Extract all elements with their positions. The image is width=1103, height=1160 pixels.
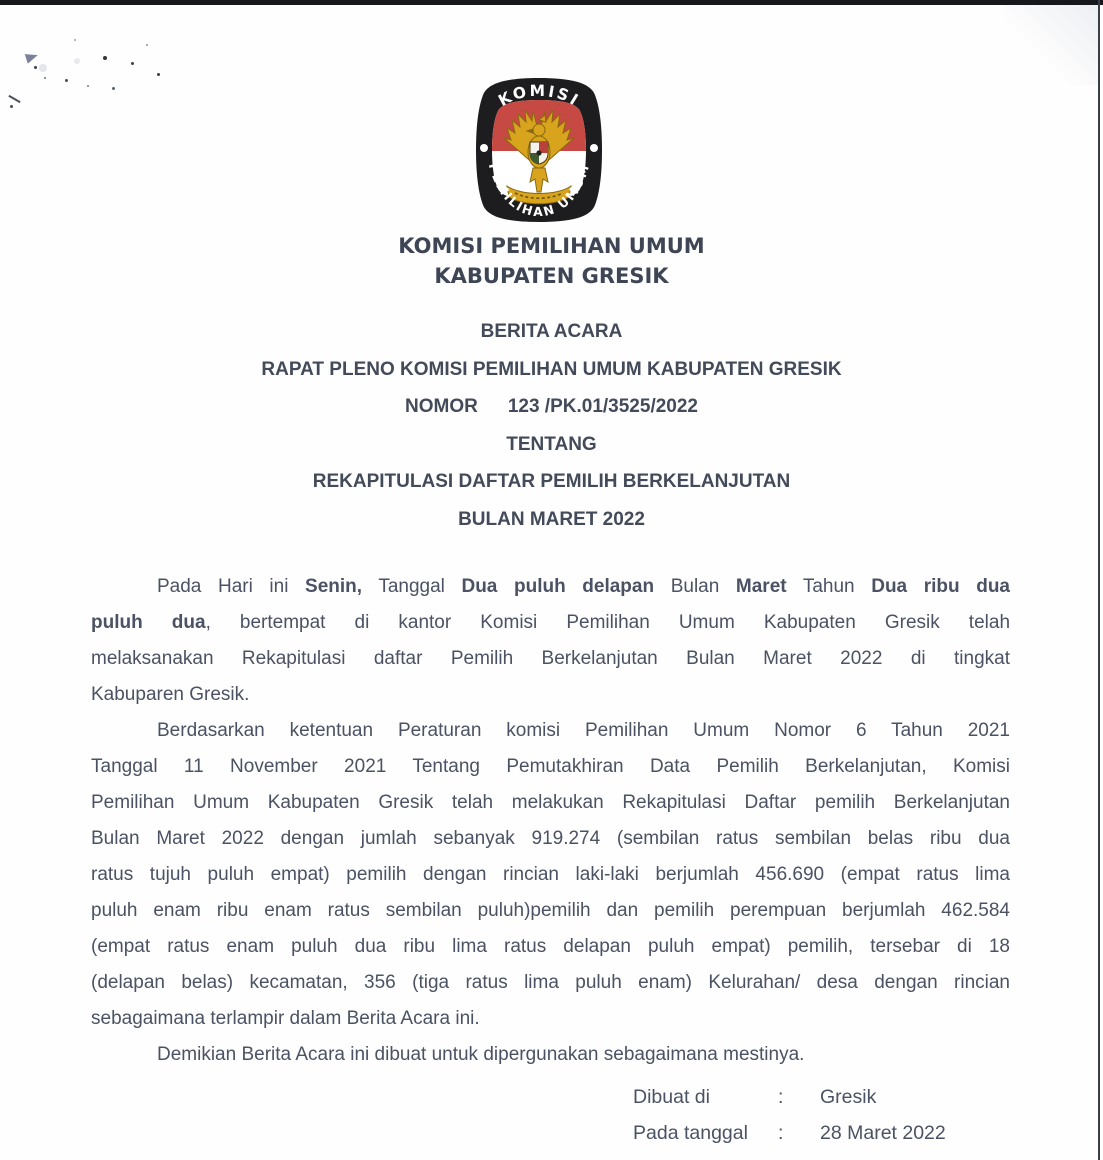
nomor-value: 123 /PK.01/3525/2022: [507, 396, 698, 417]
text-run: Berdasarkan ketentuan Peraturan komisi Pemilihan Umum Nomor 6 Tahun 2021: [157, 720, 1010, 741]
text-run: Tanggal: [362, 576, 462, 597]
logo-dot-left: [480, 144, 488, 152]
text-run: ratus tujuh puluh empat) pemilih dengan rincian laki-laki berjumlah 456.690 (empat ratus lima: [91, 864, 1010, 885]
text-run: Kabuparen Gresik.: [91, 684, 250, 705]
paragraph-penutup: [91, 1037, 1010, 1073]
text-run: (delapan belas) kecamatan, 356 (tiga ratus lima puluh enam) Kelurahan/ desa dengan rincian: [91, 972, 1010, 993]
title-rapat-pleno: RAPAT PLENO KOMISI PEMILIHAN UMUM KABUPATEN GRESIK: [261, 358, 842, 380]
text-line: [91, 749, 1010, 785]
text-line: [91, 677, 1010, 713]
document-body: [91, 569, 1010, 1073]
text-run: , bertempat di kantor Komisi Pemilihan Umum Kabupaten Gresik telah: [205, 612, 1011, 633]
org-header: [0, 231, 1103, 291]
text-line: [91, 605, 1010, 641]
signature-block: [633, 1079, 946, 1151]
text-run: Dua ribu dua: [871, 576, 1011, 597]
text-line: [91, 713, 1010, 749]
text-run: melaksanakan Rekapitulasi daftar Pemilih Berkelanjutan Bulan Maret 2022 di tingkat: [91, 648, 1010, 669]
dibuat-di-colon: :: [778, 1086, 784, 1108]
logo-arc-bottom-text: PEMILIHAN UMUM: [485, 161, 593, 220]
text-line: [91, 929, 1010, 965]
scan-corner-shade: [1003, 5, 1098, 85]
title-berita-acara: BERITA ACARA: [480, 321, 623, 342]
text-line: [91, 965, 1010, 1001]
text-run: (empat ratus enam puluh dua ribu lima ratus delapan puluh empat) pemilih, tersebar di 18: [91, 936, 1010, 957]
text-line: [91, 785, 1010, 821]
text-run: Dua puluh delapan: [461, 576, 655, 597]
paragraph-rekapitulasi: [91, 713, 1010, 1037]
text-line: [91, 641, 1010, 677]
text-run: sebagaimana terlampir dalam Berita Acara ini.: [91, 1008, 480, 1029]
text-run: Bulan Maret 2022 dengan jumlah sebanyak 919.274 (sembilan ratus sembilan belas ribu dua: [91, 828, 1010, 849]
title-tentang: TENTANG: [506, 433, 597, 455]
text-line: [91, 821, 1010, 857]
text-run: Maret: [735, 576, 787, 597]
scan-right-edge: [1098, 0, 1100, 1160]
org-name-line2: KABUPATEN GRESIK: [434, 264, 669, 288]
kpu-logo: [473, 76, 605, 224]
text-run: Pada Hari ini: [157, 576, 306, 597]
text-run: Bulan: [654, 576, 736, 597]
text-line: [91, 1001, 1010, 1037]
pancasila-shield-icon: [530, 142, 548, 164]
text-run: Tanggal 11 November 2021 Tentang Pemutakhiran Data Pemilih Berkelanjutan, Komisi: [91, 756, 1010, 777]
text-run: puluh dua: [91, 612, 206, 633]
pada-tanggal-label: Pada tanggal: [633, 1122, 748, 1144]
title-bulan-maret: BULAN MARET 2022: [458, 508, 645, 530]
title-nomor-line: [0, 388, 1103, 426]
org-name-line1: KOMISI PEMILIHAN UMUM: [398, 234, 705, 258]
pada-tanggal-value: 28 Maret 2022: [820, 1122, 946, 1144]
signature-row-place: [633, 1079, 946, 1115]
text-line: [91, 857, 1010, 893]
signature-row-date: [633, 1115, 946, 1151]
dibuat-di-label: Dibuat di: [633, 1086, 710, 1108]
logo-arc-top-text: KOMISI: [495, 81, 584, 111]
paragraph-pembukaan: [91, 569, 1010, 713]
text-line: [91, 569, 1010, 605]
document-title-block: [0, 313, 1103, 538]
logo-dot-right: [590, 144, 598, 152]
text-run: Pemilihan Umum Kabupaten Gresik telah melakukan Rekapitulasi Daftar pemilih Berkelanjutan: [91, 792, 1010, 813]
dibuat-di-value: Gresik: [820, 1086, 877, 1108]
text-run: puluh enam ribu enam ratus sembilan puluh)pemilih dan pemilih perempuan berjumlah 462.584: [91, 900, 1010, 921]
pada-tanggal-colon: :: [778, 1122, 784, 1144]
text-run: Senin,: [305, 576, 363, 597]
scan-top-edge: [0, 0, 1103, 5]
title-rekapitulasi: REKAPITULASI DAFTAR PEMILIH BERKELANJUTAN: [312, 471, 791, 492]
text-line: [91, 893, 1010, 929]
nomor-label: NOMOR: [405, 396, 478, 417]
text-run: Demikian Berita Acara ini dibuat untuk dipergunakan sebagaimana mestinya.: [157, 1044, 805, 1065]
text-line: [91, 1037, 1010, 1073]
text-run: Tahun: [786, 576, 872, 597]
